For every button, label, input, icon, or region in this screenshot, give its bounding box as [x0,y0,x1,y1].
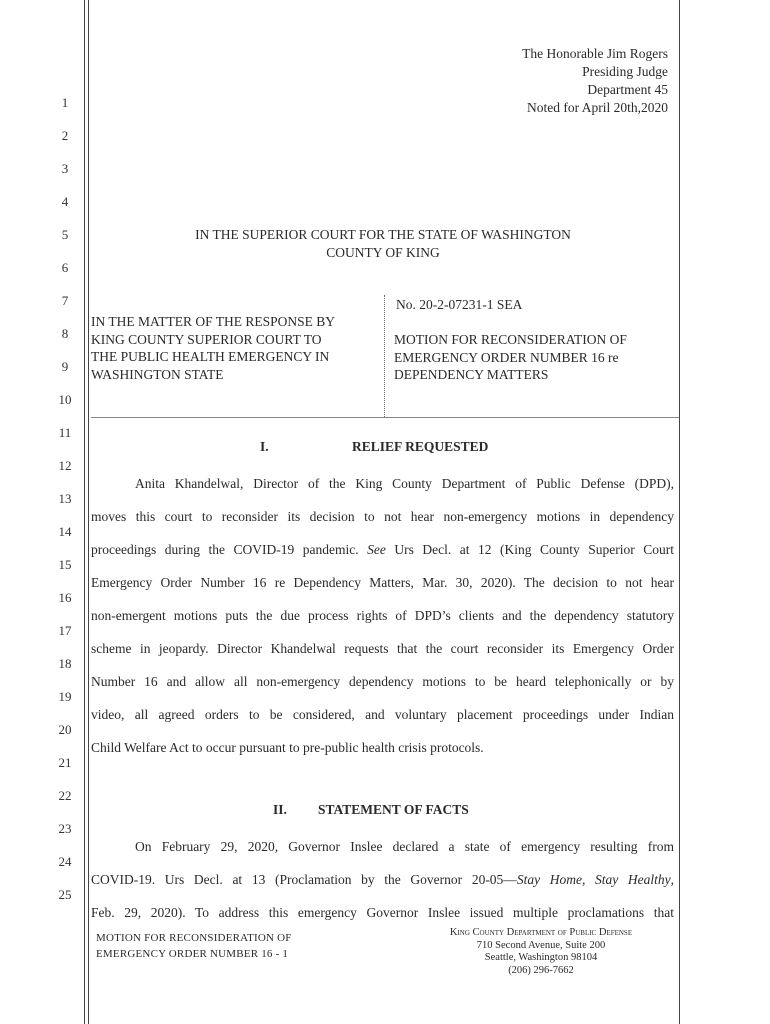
line-number: 22 [58,788,72,803]
line-number: 1 [61,95,69,110]
paragraph-line: COVID-19. Urs Decl. at 13 (Proclamation by the Governor 20-05—Stay Home, Stay Healthy, [91,872,674,887]
footer-title-line: MOTION FOR RECONSIDERATION OF [96,932,292,944]
line-number: 7 [61,293,69,308]
section-title: STATEMENT OF FACTS [318,802,469,817]
line-number: 18 [58,656,72,671]
footer-document-title [96,930,292,962]
paragraph-line: On February 29, 2020, Governor Inslee declared a state of emergency resulting from [135,839,674,854]
line-number: 3 [61,161,69,176]
paragraph-line: moves this court to reconsider its decision to not hear non-emergency motions in dependency [91,509,674,524]
line-number: 17 [58,623,72,638]
paragraph-line: proceedings during the COVID-19 pandemic. See Urs Decl. at 12 (King County Superior Court [91,542,674,557]
caption-rule [91,417,679,418]
line-number: 6 [61,260,69,275]
relief-paragraph [91,467,674,764]
caption-matter [91,313,381,383]
motion-title-line: EMERGENCY ORDER NUMBER 16 re [394,349,619,365]
line-number: 14 [58,524,72,539]
line-number: 16 [58,590,72,605]
line-number: 11 [58,425,72,440]
footer-title-line: EMERGENCY ORDER NUMBER 16 - 1 [96,948,289,960]
line-number: 9 [61,359,69,374]
judge-name: The Honorable Jim Rogers [522,46,668,61]
judge-title: Presiding Judge [582,64,668,79]
line-number: 4 [61,194,69,209]
caption-matter-line: IN THE MATTER OF THE RESPONSE BY [91,314,336,329]
paragraph-line: scheme in jeopardy. Director Khandelwal requests that the court reconsider its Emergency Order [91,641,674,656]
department: Department 45 [587,82,668,97]
office-street: 710 Second Avenue, Suite 200 [476,939,606,951]
line-number: 25 [58,887,72,902]
office-phone: (206) 296-7662 [508,964,574,976]
left-margin-rule-outer [84,0,85,1024]
right-margin-rule [679,0,680,1024]
line-number: 12 [58,458,72,473]
court-title [90,226,676,262]
county-name: COUNTY OF KING [326,245,440,260]
footer-office-address [425,927,657,977]
section-number: II. [273,802,287,817]
noted-date: Noted for April 20th,2020 [527,100,668,115]
paragraph-line: Child Welfare Act to occur pursuant to pre-public health crisis protocols. [91,740,484,755]
court-name: IN THE SUPERIOR COURT FOR THE STATE OF WASHINGTON [195,227,571,242]
motion-title-line: DEPENDENCY MATTERS [394,367,549,382]
paragraph-line: Feb. 29, 2020). To address this emergency Governor Inslee issued multiple proclamations that [91,905,674,920]
office-name: King County Department of Public Defense [449,927,633,938]
line-number: 15 [58,557,72,572]
section-title: RELIEF REQUESTED [352,439,489,454]
line-number: 19 [58,689,72,704]
case-number: No. 20-2-07231-1 SEA [396,297,523,312]
office-city: Seattle, Washington 98104 [484,952,598,963]
line-number: 2 [61,128,69,143]
caption-divider [384,295,385,417]
left-margin-rule-inner [88,0,89,1024]
line-number: 21 [58,755,72,770]
caption-matter-line: WASHINGTON STATE [91,366,224,382]
line-number: 24 [58,854,72,869]
line-number: 13 [58,491,72,506]
line-number: 5 [61,227,69,242]
section-number: I. [260,439,269,454]
paragraph-line: Emergency Order Number 16 re Dependency Matters, Mar. 30, 2020). The decision to not hear [91,575,674,590]
caption-matter-line: KING COUNTY SUPERIOR COURT TO [91,331,322,347]
judge-header [368,45,668,117]
line-number: 10 [58,392,72,407]
facts-paragraph [91,830,674,929]
line-number: 23 [58,821,72,836]
motion-title [394,331,679,384]
motion-title-line: MOTION FOR RECONSIDERATION OF [394,332,627,347]
paragraph-line: video, all agreed orders to be considered, and voluntary placement proceedings under Indian [91,707,674,722]
paragraph-line: non-emergent motions puts the due process rights of DPD’s clients and the dependency statutory [91,608,674,623]
caption-matter-line: THE PUBLIC HEALTH EMERGENCY IN [91,349,330,364]
paragraph-line: Number 16 and allow all non-emergency dependency motions to be heard telephonically or by [91,674,674,689]
paragraph-line: Anita Khandelwal, Director of the King County Department of Public Defense (DPD), [135,476,674,491]
line-number: 8 [61,326,69,341]
line-number: 20 [58,722,72,737]
